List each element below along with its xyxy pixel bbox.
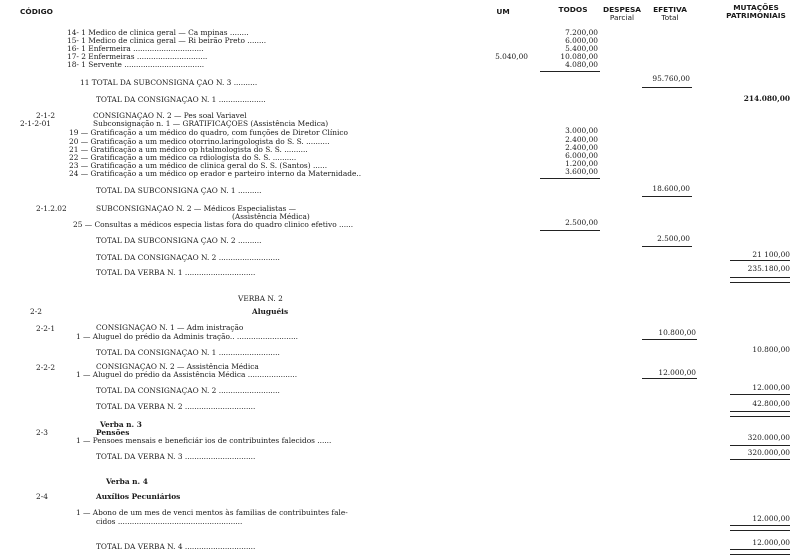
underline <box>730 549 790 550</box>
row-text: 14- 1 Medico de clinica geral — Ca mpinas ........ <box>67 28 249 37</box>
todos-value: 1.200,00 <box>565 159 598 168</box>
row-text: CONSIGNAÇAO N. 2 — Assistência Médica <box>96 362 259 371</box>
todos-value: 2.500,00 <box>565 218 598 227</box>
mutacoes-value: 21 100,00 <box>752 250 790 259</box>
section-title: VERBA N. 2 <box>238 294 283 303</box>
underline <box>730 459 790 460</box>
efetiva-value: 18.600,00 <box>652 184 690 193</box>
efetiva-value: 10.800,00 <box>658 328 696 337</box>
row-text: 1 — Aluguel do prédio da Assistência Médica ..................... <box>76 370 298 379</box>
underline <box>730 416 790 417</box>
row-text: 16- 1 Enfermeira .............................. <box>67 44 204 53</box>
underline <box>642 196 692 197</box>
row-text: (Assistência Médica) <box>232 212 310 221</box>
column-header-um: UM <box>496 7 510 16</box>
row-text: Auxílios Pecuniários <box>96 492 181 501</box>
underline <box>642 246 692 247</box>
underline <box>730 530 790 531</box>
um-value: 5.040,00 <box>495 52 528 61</box>
underline <box>540 71 600 72</box>
row-code: 2-3 <box>36 428 48 437</box>
row-text: TOTAL DA CONSIGNAÇAO N. 1 .................... <box>96 95 266 104</box>
underline <box>730 554 790 555</box>
row-text: SUBCONSIGNAÇAO N. 2 — Médicos Especialistas — <box>96 204 297 213</box>
row-text: TOTAL DA SUBCONSIGNA ÇAO N. 2 .......... <box>96 236 262 245</box>
row-text: 22 — Gratificação a um médico ca rdiologista do S. S. .......... <box>69 153 297 162</box>
underline <box>730 282 790 283</box>
underline <box>730 525 790 526</box>
todos-value: 2.400,00 <box>565 135 598 144</box>
row-text: CONSIGNAÇAO N. 1 — Adm inistração <box>96 323 244 332</box>
todos-value: 3.000,00 <box>565 126 598 135</box>
todos-value: 4.080,00 <box>565 60 598 69</box>
underline <box>730 277 790 278</box>
row-text: 15- 1 Medico de clinica geral — Ri beirão Preto ........ <box>67 36 267 45</box>
mutacoes-value: 10.800,00 <box>752 345 790 354</box>
row-text: 21 — Gratificação a um médico op htalmologista do S. S. .......... <box>69 145 308 154</box>
row-text: TOTAL DA VERBA N. 1 .............................. <box>96 268 256 277</box>
todos-value: 10.080,00 <box>560 52 598 61</box>
row-text: TOTAL DA VERBA N. 4 .............................. <box>96 542 256 551</box>
column-header-parcial: Parcial <box>609 13 635 22</box>
row-code: 2-2-2 <box>36 363 56 372</box>
column-header-efetiva: EFETIVA <box>653 5 687 14</box>
row-text: 20 — Gratificação a um medico otorrino.laringologista do S. S. .......... <box>69 137 330 146</box>
efetiva-value: 2.500,00 <box>657 234 690 243</box>
mutacoes-value: 12.000,00 <box>752 514 790 523</box>
underline <box>642 378 697 379</box>
todos-value: 2.400,00 <box>565 143 598 152</box>
row-text: 17- 2 Enfermeiras .............................. <box>67 52 208 61</box>
row-text: 1 — Aluguel do prédio da Adminis tração.. .......................... <box>76 332 298 341</box>
section-title: Verba n. 3 <box>100 420 142 429</box>
todos-value: 6.000,00 <box>565 151 598 160</box>
row-text: TOTAL DA SUBCONSIGNA ÇAO N. 1 .......... <box>96 186 262 195</box>
row-text: Pensões <box>96 428 130 437</box>
row-code: 2-2-1 <box>36 324 56 333</box>
efetiva-value: 12.000,00 <box>658 368 696 377</box>
row-code: 2-1.2.02 <box>36 204 67 213</box>
todos-value: 7.200,00 <box>565 28 598 37</box>
efetiva-value: 95.760,00 <box>652 74 690 83</box>
mutacoes-value: 320.000,00 <box>747 433 790 442</box>
row-text: cidos ..................................................... <box>96 517 243 526</box>
column-header-todos: TODOS <box>558 5 588 14</box>
todos-value: 6.000,00 <box>565 36 598 45</box>
mutacoes-value: 12.000,00 <box>752 383 790 392</box>
row-text: Aluguéis <box>252 307 289 316</box>
section-title: Verba n. 4 <box>106 477 148 486</box>
underline <box>730 411 790 412</box>
column-header-codigo: CÓDIGO <box>20 7 53 16</box>
todos-value: 3.600,00 <box>565 167 598 176</box>
row-text: TOTAL DA VERBA N. 2 .............................. <box>96 402 256 411</box>
row-text: 1 — Pensoes mensais e beneficiár ios de contribuintes falecidos ...... <box>76 436 332 445</box>
row-text: 25 — Consultas a médicos especia listas fora do quadro clinico efetivo ...... <box>73 220 354 229</box>
row-text: 18- 1 Servente .................................. <box>67 60 205 69</box>
row-code: 2-2 <box>30 307 42 316</box>
row-text: 19 — Gratificação a um médico do quadro, com funções de Diretor Clínico <box>69 128 348 137</box>
underline <box>730 260 790 261</box>
row-text: 1 — Abono de um mes de venci mentos às familias de contribuintes fale- <box>76 508 348 517</box>
row-text: TOTAL DA CONSIGNAÇAO N. 2 .......................... <box>96 386 280 395</box>
row-code: 2-1-2-01 <box>20 119 52 128</box>
row-text: 11 TOTAL DA SUBCONSIGNA ÇAO N. 3 .......... <box>80 78 258 87</box>
column-header-patrimoniais: PATRIMONIAIS <box>726 11 786 20</box>
todos-value: 5.400,00 <box>565 44 598 53</box>
row-text: CONSIGNAÇAO N. 2 — Pes soal Variavel <box>93 111 247 120</box>
underline <box>540 230 600 231</box>
underline <box>642 339 697 340</box>
row-text: TOTAL DA VERBA N. 3 .............................. <box>96 452 256 461</box>
underline <box>730 394 790 395</box>
row-text: TOTAL DA CONSIGNAÇAO N. 1 .......................... <box>96 348 280 357</box>
row-code: 2-1-2 <box>36 111 56 120</box>
row-text: Subconsignação n. 1 — GRATIFICAÇOES (Assistência Medica) <box>93 119 329 128</box>
underline <box>642 87 692 88</box>
mutacoes-value: 42.800,00 <box>752 399 790 408</box>
mutacoes-value: 12.000,00 <box>752 538 790 547</box>
row-text: TOTAL DA CONSIGNAÇAO N. 2 .......................... <box>96 253 280 262</box>
column-header-despesa: DESPESA <box>602 5 641 14</box>
mutacoes-value: 235.180,00 <box>747 264 790 273</box>
column-header-total: Total <box>661 13 679 22</box>
row-text: 24 — Gratificação a um médico op erador e parteiro interno da Maternidade.. <box>69 169 362 178</box>
column-header-mutacoes: MUTAÇÕES <box>733 3 779 12</box>
row-text: 23 — Gratificação a um médico de clinica geral do S. S. (Santos) ...... <box>69 161 328 170</box>
mutacoes-value: 320.000,00 <box>747 448 790 457</box>
mutacoes-value: 214.080,00 <box>743 94 790 103</box>
underline <box>540 178 600 179</box>
underline <box>730 445 790 446</box>
row-code: 2-4 <box>36 492 48 501</box>
